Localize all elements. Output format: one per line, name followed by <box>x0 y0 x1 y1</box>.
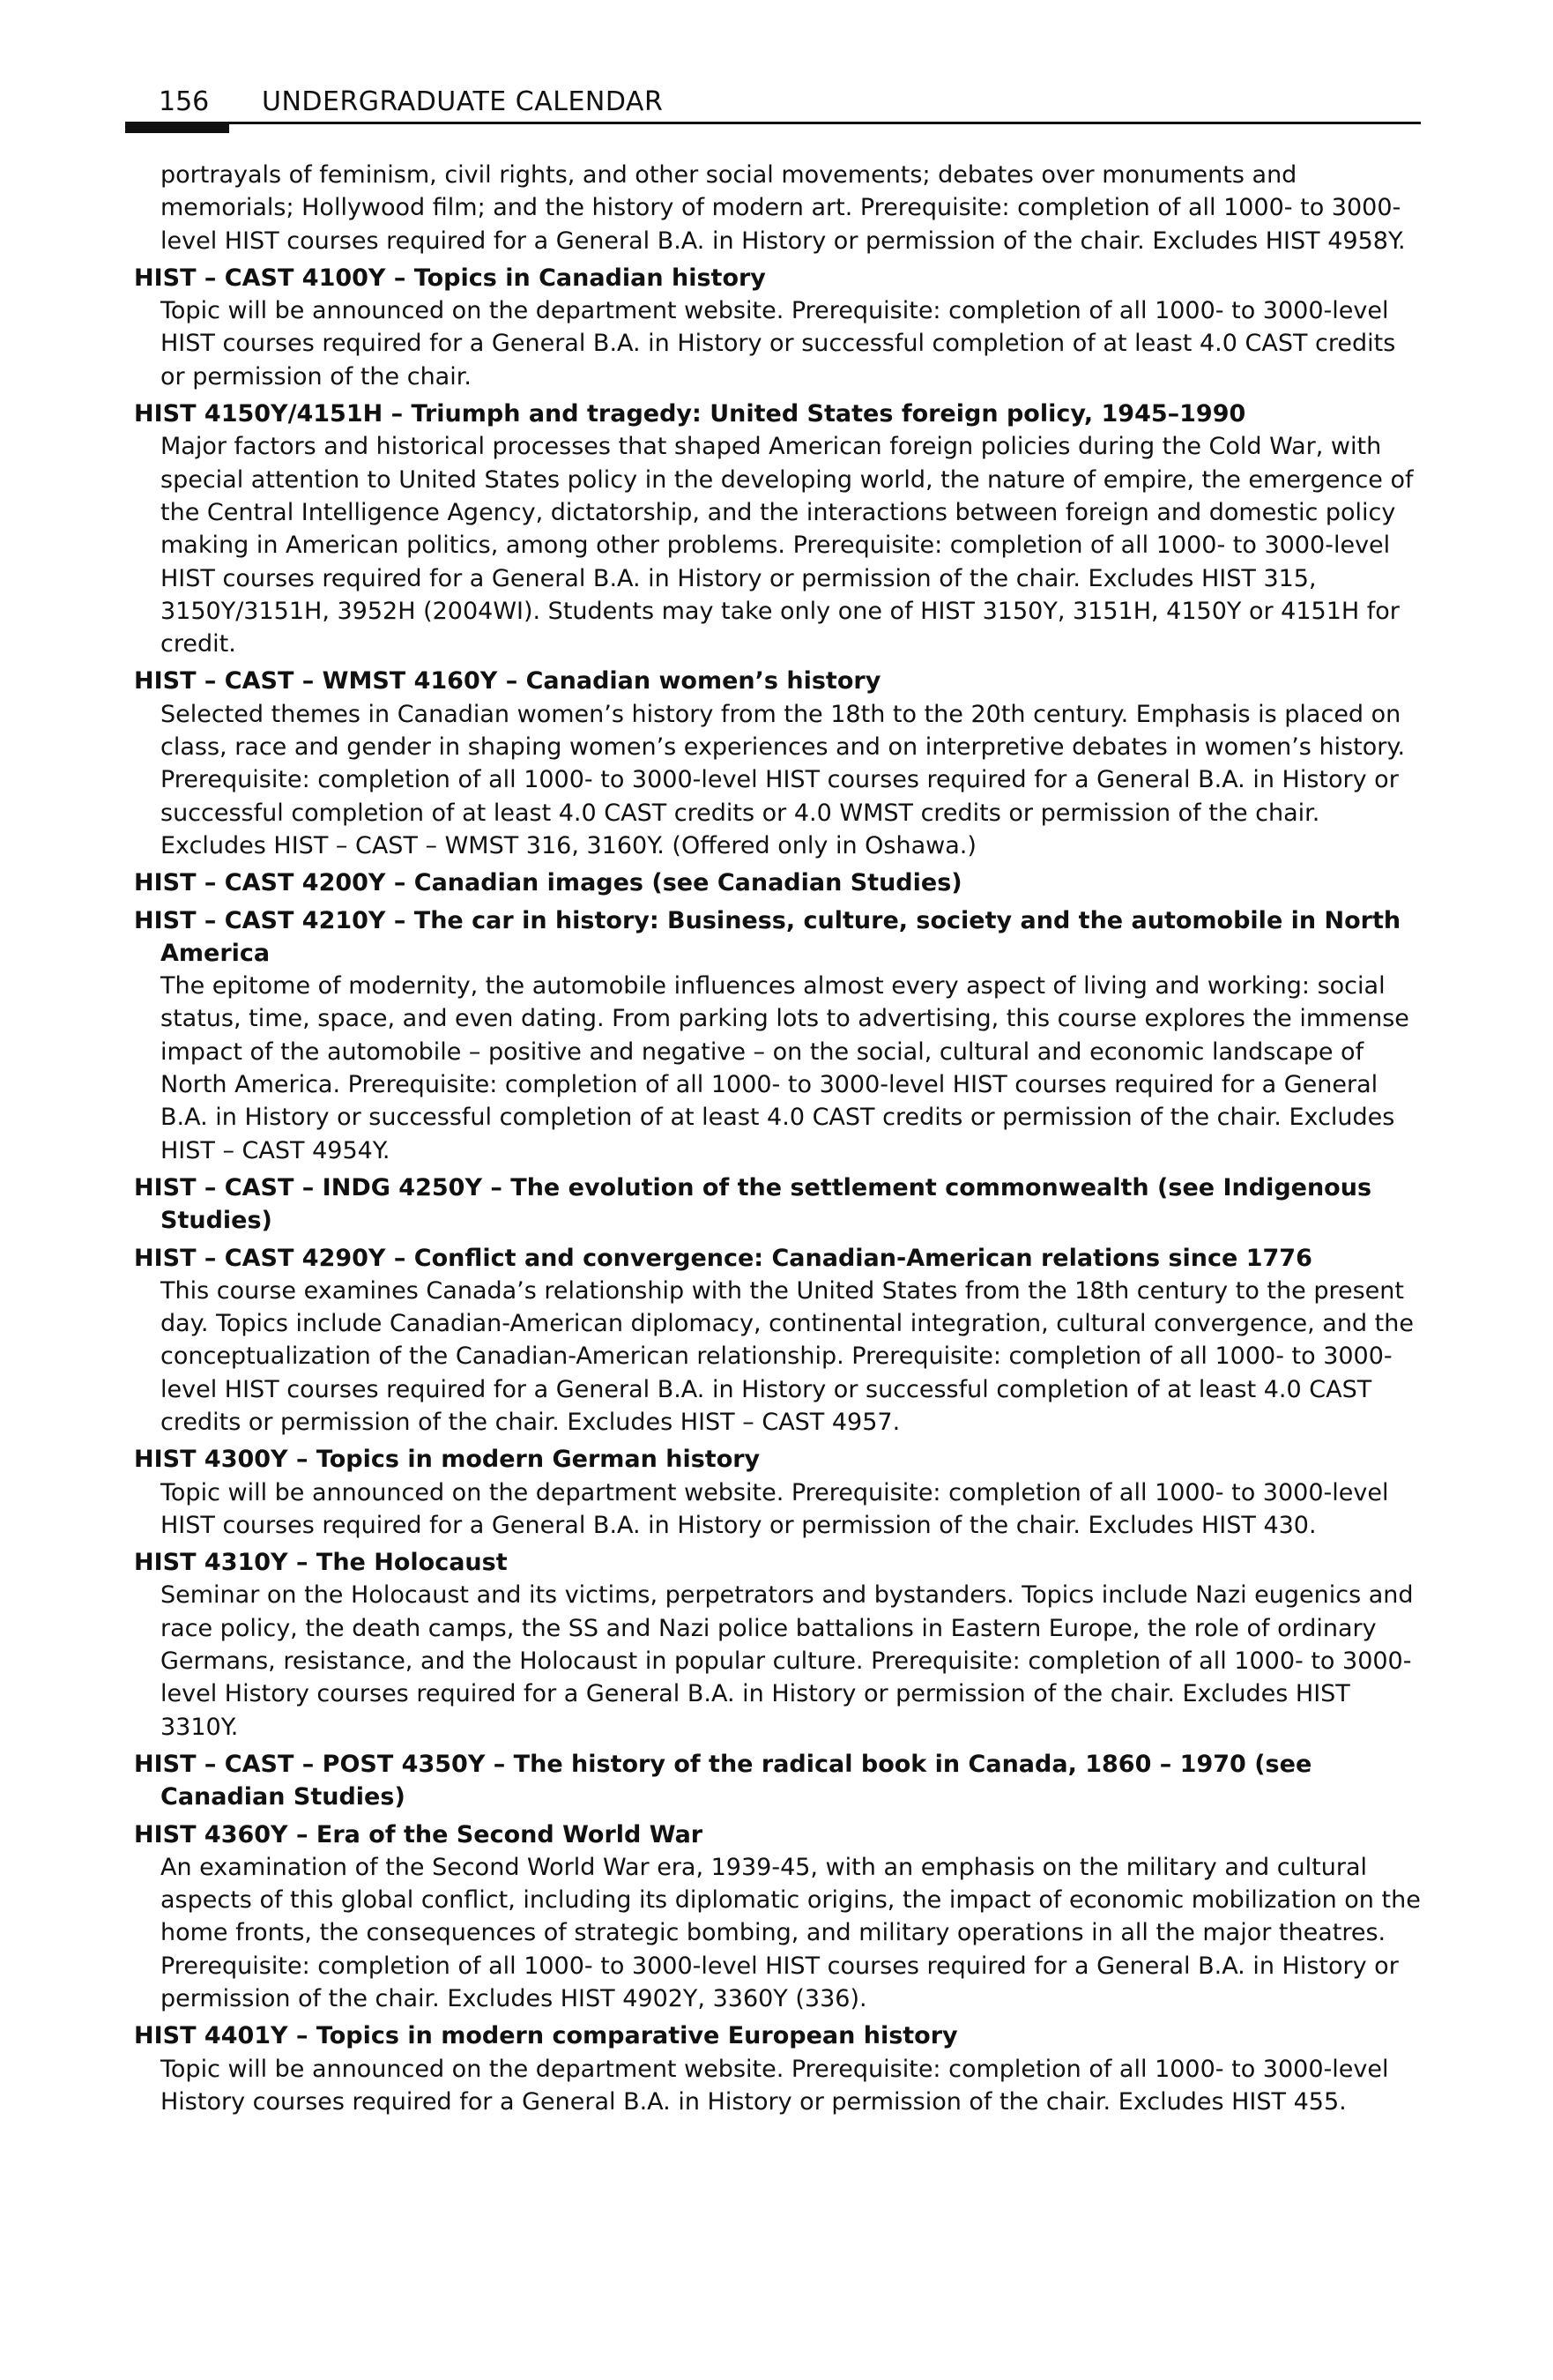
course-description: Seminar on the Holocaust and its victims, perpetrators and bystanders. Topics include Nazi eugenics and race policy, the death camps, the SS and Nazi police battalions in Eastern Europe, the role of ordinary Germans, resistance, and the Holocaust in popular culture. Prerequisite: completion of all 1000- to 3000-level History courses required for a General B.A. in History or permission of the chair. Excludes HIST 3310Y. <box>160 1581 1414 1741</box>
course-title: HIST 4300Y – Topics in modern German history <box>134 1446 761 1474</box>
course-entry <box>134 1242 1421 1439</box>
course-title: HIST 4310Y – The Holocaust <box>134 1549 508 1577</box>
course-description: An examination of the Second World War era, 1939-45, with an emphasis on the military and cultural aspects of this global conflict, including its diplomatic origins, the impact of economic mobilization on the home fronts, the consequences of strategic bombing, and military operations in all the major theatres. Prerequisite: completion of all 1000- to 3000-level HIST courses required for a General B.A. in History or permission of the chair. Excludes HIST 4902Y, 3360Y (336). <box>160 1853 1421 2013</box>
course-entry <box>134 262 1421 393</box>
course-entry <box>134 904 1421 1167</box>
course-title: HIST – CAST – WMST 4160Y – Canadian women’s history <box>134 667 881 695</box>
course-description: Topic will be announced on the department website. Prerequisite: completion of all 1000- to 3000-level History courses required for a General B.A. in History or permission of the chair. Excludes HIST 455. <box>160 2055 1389 2116</box>
running-title: UNDERGRADUATE CALENDAR <box>262 86 664 117</box>
course-entry <box>134 1748 1421 1814</box>
course-description: Selected themes in Canadian women’s history from the 18th to the 20th century. Emphasis is placed on class, race and gender in shaping women’s experiences and on interpretive debates in women’s history. Prerequisite: completion of all 1000- to 3000-level HIST courses required for a General B.A. in History or successful completion of at least 4.0 CAST credits or 4.0 WMST credits or permission of the chair. Excludes HIST – CAST – WMST 316, 3160Y. (Offered only in Oshawa.) <box>160 700 1406 859</box>
course-entry <box>134 1818 1421 2016</box>
header-rule <box>125 122 1421 124</box>
continued-description: portrayals of feminism, civil rights, and other social movements; debates over monuments and memorials; Hollywood film; and the history of modern art. Prerequisite: completion of all 1000- to 3000-level HIST courses required for a General B.A. in History or permission of the chair. Excludes HIST 4958Y. <box>160 161 1406 255</box>
page-header <box>125 83 1421 125</box>
course-title: HIST 4401Y – Topics in modern comparative European history <box>134 2022 958 2050</box>
course-entry <box>134 1443 1421 1542</box>
page-number: 156 <box>159 86 210 117</box>
header-tab-marker <box>125 124 229 133</box>
course-title: HIST 4360Y – Era of the Second World War <box>134 1820 703 1848</box>
course-title: HIST 4150Y/4151H – Triumph and tragedy: United States foreign policy, 1945–1990 <box>134 400 1246 428</box>
course-entry <box>134 2019 1421 2118</box>
course-entries <box>134 262 1421 2118</box>
course-description: This course examines Canada’s relationship with the United States from the 18th century to the present day. Topics include Canadian-American diplomacy, continental integration, cultural convergence, and the conceptualization of the Canadian-American relationship. Prerequisite: completion of all 1000- to 3000-level HIST courses required for a General B.A. in History or successful completion of at least 4.0 CAST credits or permission of the chair. Excludes HIST – CAST 4957. <box>160 1276 1414 1436</box>
course-description: Topic will be announced on the department website. Prerequisite: completion of all 1000- to 3000-level HIST courses required for a General B.A. in History or successful completion of at least 4.0 CAST credits or permission of the chair. <box>160 297 1396 390</box>
course-title: HIST – CAST 4100Y – Topics in Canadian history <box>134 264 766 292</box>
course-title: HIST – CAST – INDG 4250Y – The evolution of the settlement commonwealth (see Indigenous Studies) <box>134 1173 1372 1235</box>
course-title: HIST – CAST – POST 4350Y – The history of the radical book in Canada, 1860 – 1970 (see Canadian Studies) <box>134 1750 1312 1811</box>
course-list <box>134 159 1421 2123</box>
course-entry <box>134 1546 1421 1744</box>
course-description: Major factors and historical processes that shaped American foreign policies during the Cold War, with special attention to United States policy in the developing world, the nature of empire, the emergence of the Central Intelligence Agency, dictatorship, and the interactions between foreign and domestic policy making in American politics, among other problems. Prerequisite: completion of all 1000- to 3000-level HIST courses required for a General B.A. in History or permission of the chair. Excludes HIST 315, 3150Y/3151H, 3952H (2004WI). Students may take only one of HIST 3150Y, 3151H, 4150Y or 4151H for credit. <box>160 433 1414 658</box>
course-description: The epitome of modernity, the automobile influences almost every aspect of living and working: social status, time, space, and even dating. From parking lots to advertising, this course explores the immense impact of the automobile – positive and negative – on the social, cultural and economic landscape of North America. Prerequisite: completion of all 1000- to 3000-level HIST courses required for a General B.A. in History or successful completion of at least 4.0 CAST credits or permission of the chair. Excludes HIST – CAST 4954Y. <box>160 972 1409 1164</box>
course-title: HIST – CAST 4200Y – Canadian images (see Canadian Studies) <box>134 869 962 897</box>
course-entry <box>134 398 1421 660</box>
course-entry <box>134 866 1421 899</box>
course-entry <box>134 1171 1421 1238</box>
course-entry <box>134 665 1421 862</box>
course-title: HIST – CAST 4210Y – The car in history: Business, culture, society and the automobile in North America <box>134 906 1401 967</box>
course-description: Topic will be announced on the department website. Prerequisite: completion of all 1000- to 3000-level HIST courses required for a General B.A. in History or permission of the chair. Excludes HIST 430. <box>160 1478 1389 1539</box>
course-title: HIST – CAST 4290Y – Conflict and convergence: Canadian-American relations since 1776 <box>134 1244 1312 1272</box>
